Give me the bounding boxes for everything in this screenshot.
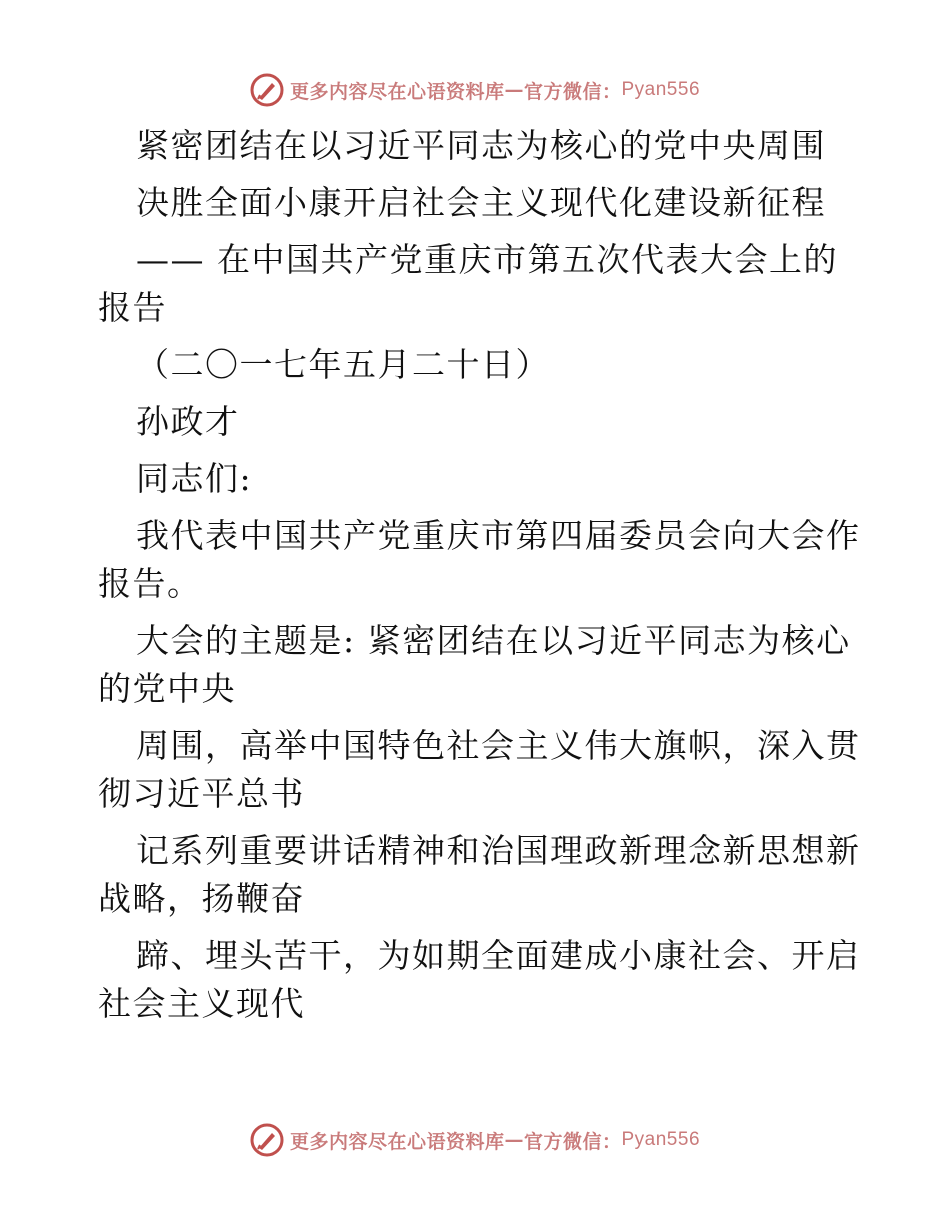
document-body: [98, 122, 861, 1028]
quill-circle-icon: [250, 1123, 284, 1157]
watermark-sub-text: 官方微信：: [523, 1130, 622, 1153]
text-line: 大会的主题是: 紧密团结在以习近平同志为核心: [136, 621, 851, 660]
subtitle: [98, 236, 858, 332]
text-line: 记系列重要讲话精神和治国理政新理念新思想新: [136, 831, 861, 870]
text-line: 孙政才: [136, 402, 240, 441]
watermark-dash: —: [504, 79, 524, 101]
header-watermark: [0, 73, 950, 107]
text-line: 同志们:: [136, 459, 253, 498]
text-line: （二〇一七年五月二十日）: [136, 345, 550, 384]
text-line: 蹄、埋头苦干，为如期全面建成小康社会、开启: [136, 936, 861, 975]
watermark-sub-text: 官方微信：: [523, 80, 622, 103]
watermark-dash: —: [504, 1129, 524, 1151]
watermark-wechat-id: Pyan556: [621, 1129, 701, 1150]
paragraph: [98, 827, 861, 923]
text-line: 报告。: [98, 564, 202, 603]
paragraph: [98, 722, 861, 818]
title-line-2: [98, 179, 858, 227]
text-line: 我代表中国共产党重庆市第四届委员会向大会作: [136, 516, 861, 555]
watermark-wechat-id: Pyan556: [621, 79, 701, 100]
text-line: 战略，扬鞭奋: [98, 879, 305, 918]
text-line: 紧密团结在以习近平同志为核心的党中央周围: [136, 126, 826, 165]
text-line: 决胜全面小康开启社会主义现代化建设新征程: [136, 183, 826, 222]
paragraph: [98, 617, 858, 713]
watermark-main-text: 更多内容尽在心语资料库: [289, 1130, 505, 1153]
text-line: 周围，高举中国特色社会主义伟大旗帜，深入贯: [136, 726, 861, 765]
text-line: —— 在中国共产党重庆市第五次代表大会上的: [136, 240, 838, 279]
watermark-main-text: 更多内容尽在心语资料库: [289, 80, 505, 103]
paragraph: [98, 932, 861, 1028]
paragraph: [98, 512, 861, 608]
text-line: 彻习近平总书: [98, 774, 305, 813]
date-line: [98, 341, 858, 389]
text-line: 的党中央: [98, 669, 236, 708]
footer-watermark: [0, 1123, 950, 1157]
title-line-1: [98, 122, 858, 170]
author-line: [98, 398, 858, 446]
text-line: 社会主义现代: [98, 984, 305, 1023]
text-line: 报告: [98, 288, 167, 327]
salutation: [98, 455, 858, 503]
quill-circle-icon: [250, 73, 284, 107]
